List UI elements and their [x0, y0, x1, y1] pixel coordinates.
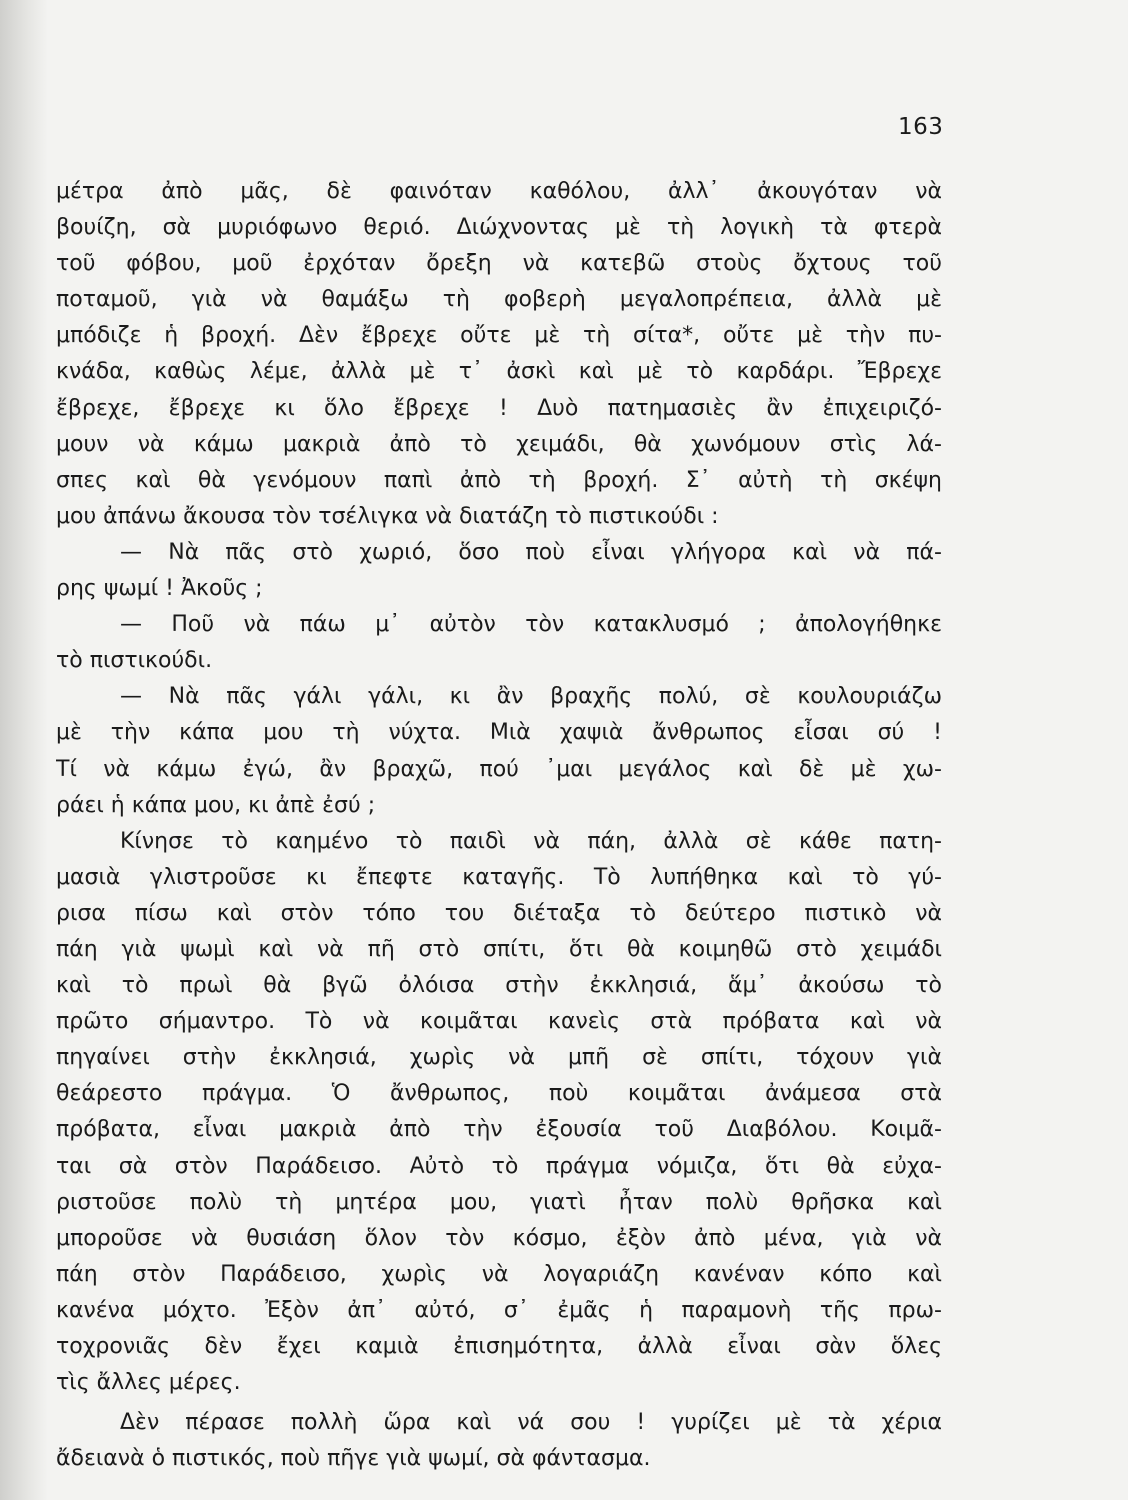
text-line: κνάδα, καθὼς λέμε, ἀλλὰ μὲ τ᾽ ἀσκὶ καὶ μὲ τὸ καρδάρι. Ἔβρεχε: [56, 359, 942, 385]
text-line: μπόδιζε ἡ βροχή. Δὲν ἔβρεχε οὔτε μὲ τὴ σίτα*, οὔτε μὲ τὴν πυ-: [56, 323, 942, 349]
text-line: πρῶτο σήμαντρο. Τὸ νὰ κοιμᾶται κανεὶς στὰ πρόβατα καὶ νὰ: [56, 1009, 942, 1035]
text-line: ρης ψωμί ! Ἀκοῦς ;: [56, 576, 263, 602]
text-line: θεάρεστο πράγμα. Ὁ ἄνθρωπος, ποὺ κοιμᾶται ἀνάμεσα στὰ: [56, 1081, 942, 1107]
text-line: ποταμοῦ, γιὰ νὰ θαμάξω τὴ φοβερὴ μεγαλοπρέπεια, ἀλλὰ μὲ: [56, 287, 942, 313]
page-spine-shadow: [0, 0, 48, 1500]
paragraph-start-line: Δὲν πέρασε πολλὴ ὥρα καὶ νά σου ! γυρίζει μὲ τὰ χέρια: [120, 1410, 942, 1436]
text-line: μέτρα ἀπὸ μᾶς, δὲ φαινόταν καθόλου, ἀλλ᾽ ἀκουγόταν νὰ: [56, 179, 942, 204]
text-line: σπες καὶ θὰ γενόμουν παπὶ ἀπὸ τὴ βροχή. Σ᾽ αὐτὴ τὴ σκέψη: [56, 467, 942, 493]
text-line: καὶ τὸ πρωὶ θὰ βγῶ ὀλόισα στὴν ἐκκλησιά, ἅμ᾽ ἀκούσω τὸ: [56, 973, 942, 999]
text-line: κανένα μόχτο. Ἐξὸν ἀπ᾽ αὐτό, σ᾽ ἐμᾶς ἡ παραμονὴ τῆς πρω-: [56, 1297, 942, 1323]
text-line: ράει ἡ κάπα μου, κι ἀπὲ ἐσύ ;: [56, 792, 376, 818]
page-number: 163: [898, 114, 944, 140]
text-line: τὶς ἄλλες μέρες.: [56, 1370, 241, 1396]
text-line: μποροῦσε νὰ θυσιάση ὅλον τὸν κόσμο, ἐξὸν ἀπὸ μένα, γιὰ νὰ: [56, 1225, 942, 1251]
dialogue-line: — Νὰ πᾶς γάλι γάλι, κι ἂν βραχῆς πολύ, σὲ κουλουριάζω: [120, 684, 942, 710]
text-line: ριστοῦσε πολὺ τὴ μητέρα μου, γιατὶ ἦταν πολὺ θρῆσκα καὶ: [56, 1189, 942, 1215]
text-line: μὲ τὴν κάπα μου τὴ νύχτα. Μιὰ χαψιὰ ἄνθρωπος εἶσαι σύ !: [56, 720, 942, 746]
text-line: ρισα πίσω καὶ στὸν τόπο του διέταξα τὸ δεύτερο πιστικὸ νὰ: [56, 900, 942, 926]
paragraph-start-line: Κίνησε τὸ καημένο τὸ παιδὶ νὰ πάη, ἀλλὰ σὲ κάθε πατη-: [120, 828, 942, 854]
text-line: τοχρονιᾶς δὲν ἔχει καμιὰ ἐπισημότητα, ἀλλὰ εἶναι σὰν ὅλες: [56, 1334, 942, 1359]
dialogue-line: — Ποῦ νὰ πάω μ᾽ αὐτὸν τὸν κατακλυσμό ; ἀπολογήθηκε: [120, 612, 942, 638]
text-line: μασιὰ γλιστροῦσε κι ἔπεφτε καταγῆς. Τὸ λυπήθηκα καὶ τὸ γύ-: [56, 864, 942, 890]
text-line: τοῦ φόβου, μοῦ ἐρχόταν ὄρεξη νὰ κατεβῶ στοὺς ὄχτους τοῦ: [56, 251, 942, 277]
text-line: ἔβρεχε, ἔβρεχε κι ὅλο ἔβρεχε ! Δυὸ πατημασιὲς ἂν ἐπιχειριζό-: [56, 395, 942, 421]
text-line: ἄδειανὰ ὁ πιστικός, ποὺ πῆγε γιὰ ψωμί, σὰ φάντασμα.: [56, 1446, 651, 1472]
text-line: Τί νὰ κάμω ἐγώ, ἂν βραχῶ, πού ᾽μαι μεγάλος καὶ δὲ μὲ χω-: [56, 756, 942, 782]
text-line: τὸ πιστικούδι.: [56, 648, 213, 674]
text-line: βουίζη, σὰ μυριόφωνο θεριό. Διώχνοντας μὲ τὴ λογικὴ τὰ φτερὰ: [56, 215, 942, 241]
text-line: μου ἀπάνω ἄκουσα τὸν τσέλιγκα νὰ διατάζη τὸ πιστικούδι :: [56, 503, 719, 529]
text-line: ται σὰ στὸν Παράδεισο. Αὐτὸ τὸ πράγμα νόμιζα, ὅτι θὰ εὐχα-: [56, 1153, 942, 1179]
body-text: [56, 174, 942, 1477]
text-line: πάη γιὰ ψωμὶ καὶ νὰ πῆ στὸ σπίτι, ὅτι θὰ κοιμηθῶ στὸ χειμάδι: [56, 936, 942, 962]
text-line: πάη στὸν Παράδεισο, χωρὶς νὰ λογαριάζη κανέναν κόπο καὶ: [56, 1261, 942, 1287]
dialogue-line: — Νὰ πᾶς στὸ χωριό, ὅσο ποὺ εἶναι γλήγορα καὶ νὰ πά-: [120, 539, 942, 565]
text-line: μουν νὰ κάμω μακριὰ ἀπὸ τὸ χειμάδι, θὰ χωνόμουν στὶς λά-: [56, 431, 942, 457]
text-line: πρόβατα, εἶναι μακριὰ ἀπὸ τὴν ἐξουσία τοῦ Διαβόλου. Κοιμᾶ-: [56, 1117, 942, 1143]
text-line: πηγαίνει στὴν ἐκκλησιά, χωρὶς νὰ μπῆ σὲ σπίτι, τόχουν γιὰ: [56, 1045, 942, 1071]
